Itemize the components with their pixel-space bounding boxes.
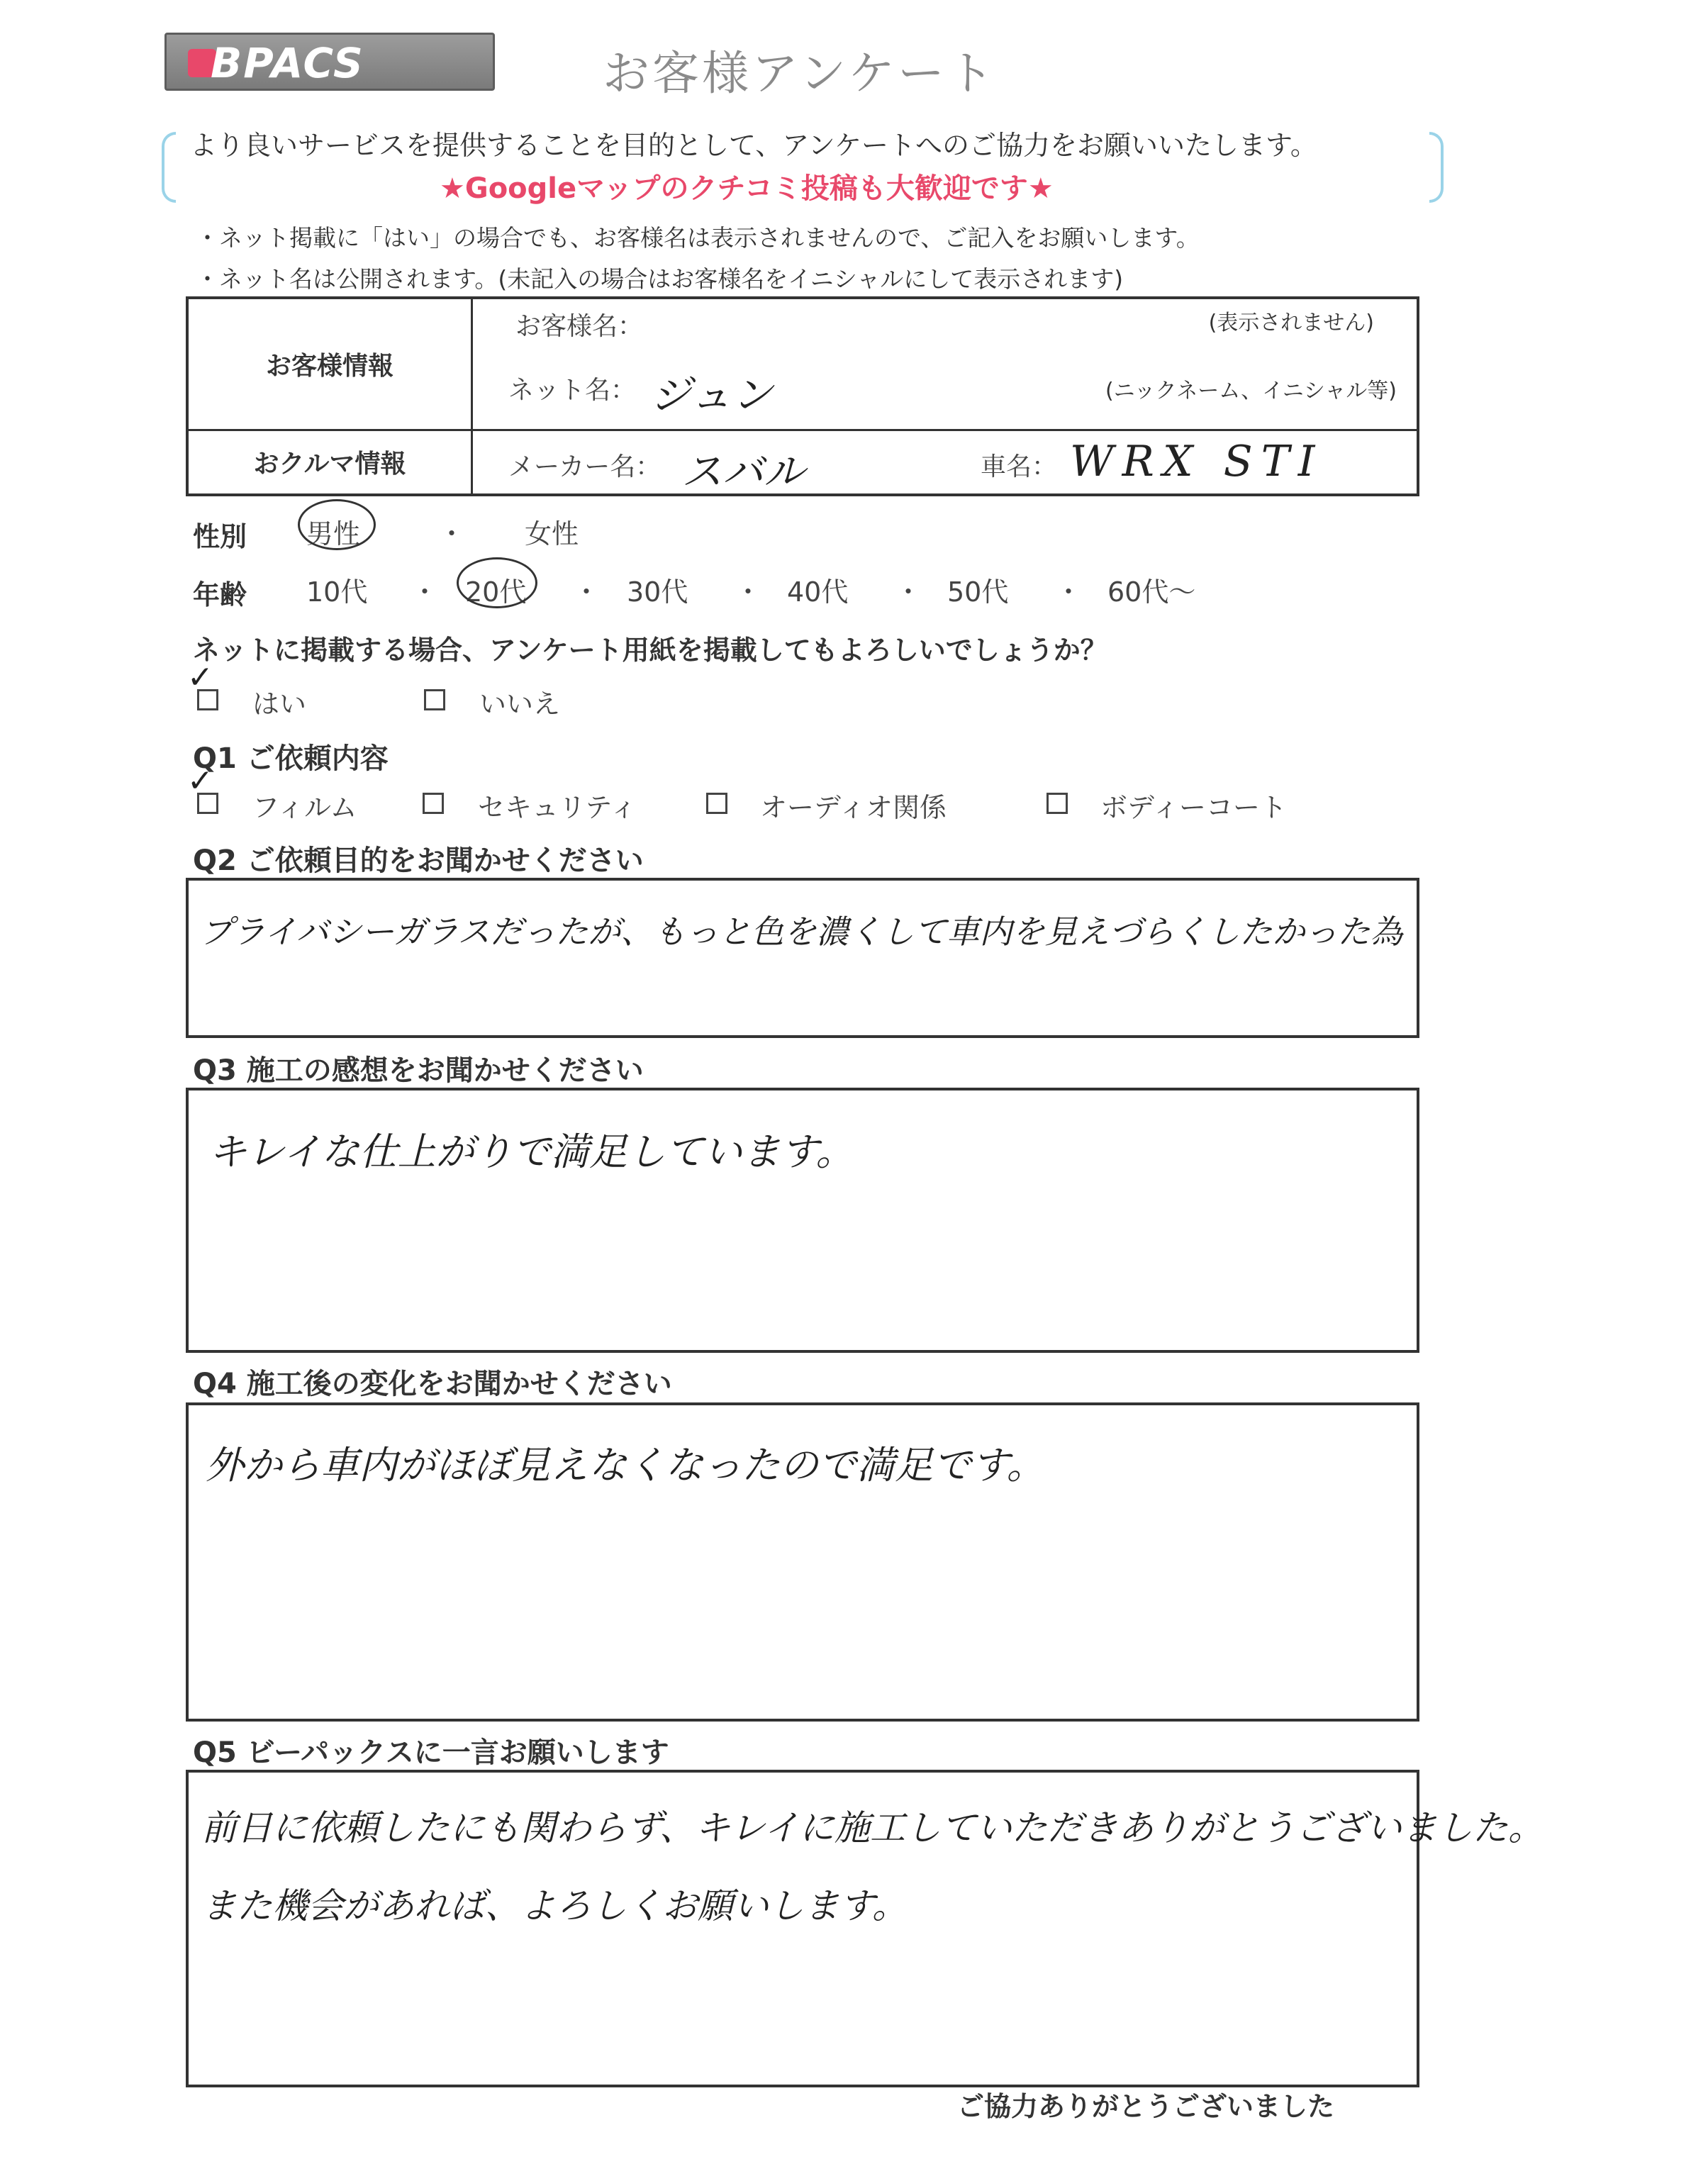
netname-note: (ニックネーム、イニシャル等) [1105,379,1397,403]
publish-no-label: いいえ [479,688,561,720]
intro-bracket-right [1429,132,1444,203]
q3-title: Q3 施工の感想をお聞かせください [193,1054,644,1087]
customer-info-table [186,296,1419,496]
q5-answer-line1: 前日に依頼したにも関わらず、キレイに施工していただきありがとうございました。 [201,1807,1544,1848]
customer-info-label: お客様情報 [265,351,393,381]
q3-answer: キレイな仕上がりで満足しています。 [208,1129,854,1174]
q2-title: Q2 ご依頼目的をお聞かせください [193,844,644,877]
customer-name-cell [472,298,1419,430]
q1-title: Q1 ご依頼内容 [193,742,389,775]
publish-yes-label: はい [252,688,307,720]
age-option-60s-plus[interactable]: 60代～ [1107,576,1196,608]
q1-audio-checkbox[interactable] [706,793,727,814]
carname-value[interactable]: WRX STI [1070,436,1324,486]
page-title: お客様アンケート [603,46,998,101]
age-option-50s[interactable]: 50代 [947,576,1009,608]
age-option-30s[interactable]: 30代 [627,576,688,608]
q5-answer-line2: また機会があれば、よろしくお願いします。 [201,1885,908,1926]
q1-security-label: セキュリティ [478,792,637,823]
bpacs-logo [164,33,495,91]
car-info-cell [472,430,1419,495]
netname-label: ネット名： [508,376,637,405]
carname-label: 車名： [981,452,1058,481]
logo-text: BPACS [211,39,364,87]
age-selected-circle [457,557,537,608]
intro-bracket-left [162,132,176,203]
q2-answer-box[interactable] [186,878,1419,1038]
intro-text: より良いサービスを提供することを目的として、アンケートへのご協力をお願いいたします。 [190,130,1317,161]
note-1: ・ネット掲載に「はい」の場合でも、お客様名は表示されませんので、ご記入をお願いします。 [196,224,1200,252]
maker-value[interactable]: スバル [681,447,805,496]
customer-name-note: (表示されません) [1208,311,1374,335]
maker-label: メーカー名： [508,452,662,481]
q2-answer: プライバシーガラスだったが、もっと色を濃くして車内を見えづらくしたかった為 [200,913,1403,951]
age-separator: ・ [573,576,601,608]
gender-option-female[interactable]: 女性 [525,518,579,549]
age-separator: ・ [735,576,762,608]
customer-name-label: お客様名： [515,312,644,341]
customer-info-header-cell [187,298,472,430]
age-separator: ・ [411,576,439,608]
age-option-20s[interactable]: 20代 [465,576,527,608]
q3-answer-box[interactable] [186,1088,1419,1353]
q5-title: Q5 ビーパックスに一言お願いします [193,1736,669,1769]
q1-film-checkbox[interactable] [197,793,218,814]
age-option-10s[interactable]: 10代 [306,576,368,608]
car-info-label: おクルマ情報 [253,450,406,479]
q1-audio-label: オーディオ関係 [760,792,947,823]
gender-separator: ・ [438,518,466,549]
q4-answer: 外から車内がほぼ見えなくなったので満足です。 [206,1443,1045,1488]
google-review-banner: ★Googleマップのクチコミ投稿も大歓迎です★ [440,172,1054,205]
thanks-message: ご協力ありがとうございました [957,2091,1335,2122]
q4-answer-box[interactable] [186,1402,1419,1722]
q5-answer-box[interactable] [186,1770,1544,2087]
q1-bodycoat-label: ボディーコート [1100,792,1287,823]
q1-check-icon: ✓ [187,763,213,799]
age-separator: ・ [1055,576,1083,608]
q1-security-checkbox[interactable] [423,793,444,814]
age-label: 年齢 [193,579,247,610]
publish-no-checkbox[interactable] [424,689,445,710]
note-2: ・ネット名は公開されます。(未記入の場合はお客様名をイニシャルにして表示されます) [196,265,1124,293]
publish-check-icon: ✓ [187,659,213,696]
age-separator: ・ [895,576,922,608]
q1-film-label: フィルム [252,792,357,823]
publish-yes-checkbox[interactable] [197,689,218,710]
publish-question: ネットに掲載する場合、アンケート用紙を掲載してもよろしいでしょうか？ [193,635,1107,666]
gender-label: 性別 [193,521,247,552]
gender-selected-circle [298,499,376,550]
q1-bodycoat-checkbox[interactable] [1046,793,1068,814]
q4-title: Q4 施工後の変化をお聞かせください [193,1368,672,1400]
age-option-40s[interactable]: 40代 [787,576,849,608]
gender-option-male[interactable]: 男性 [306,518,361,549]
car-info-header-cell [187,430,472,495]
netname-value[interactable]: ジュン [650,371,773,419]
